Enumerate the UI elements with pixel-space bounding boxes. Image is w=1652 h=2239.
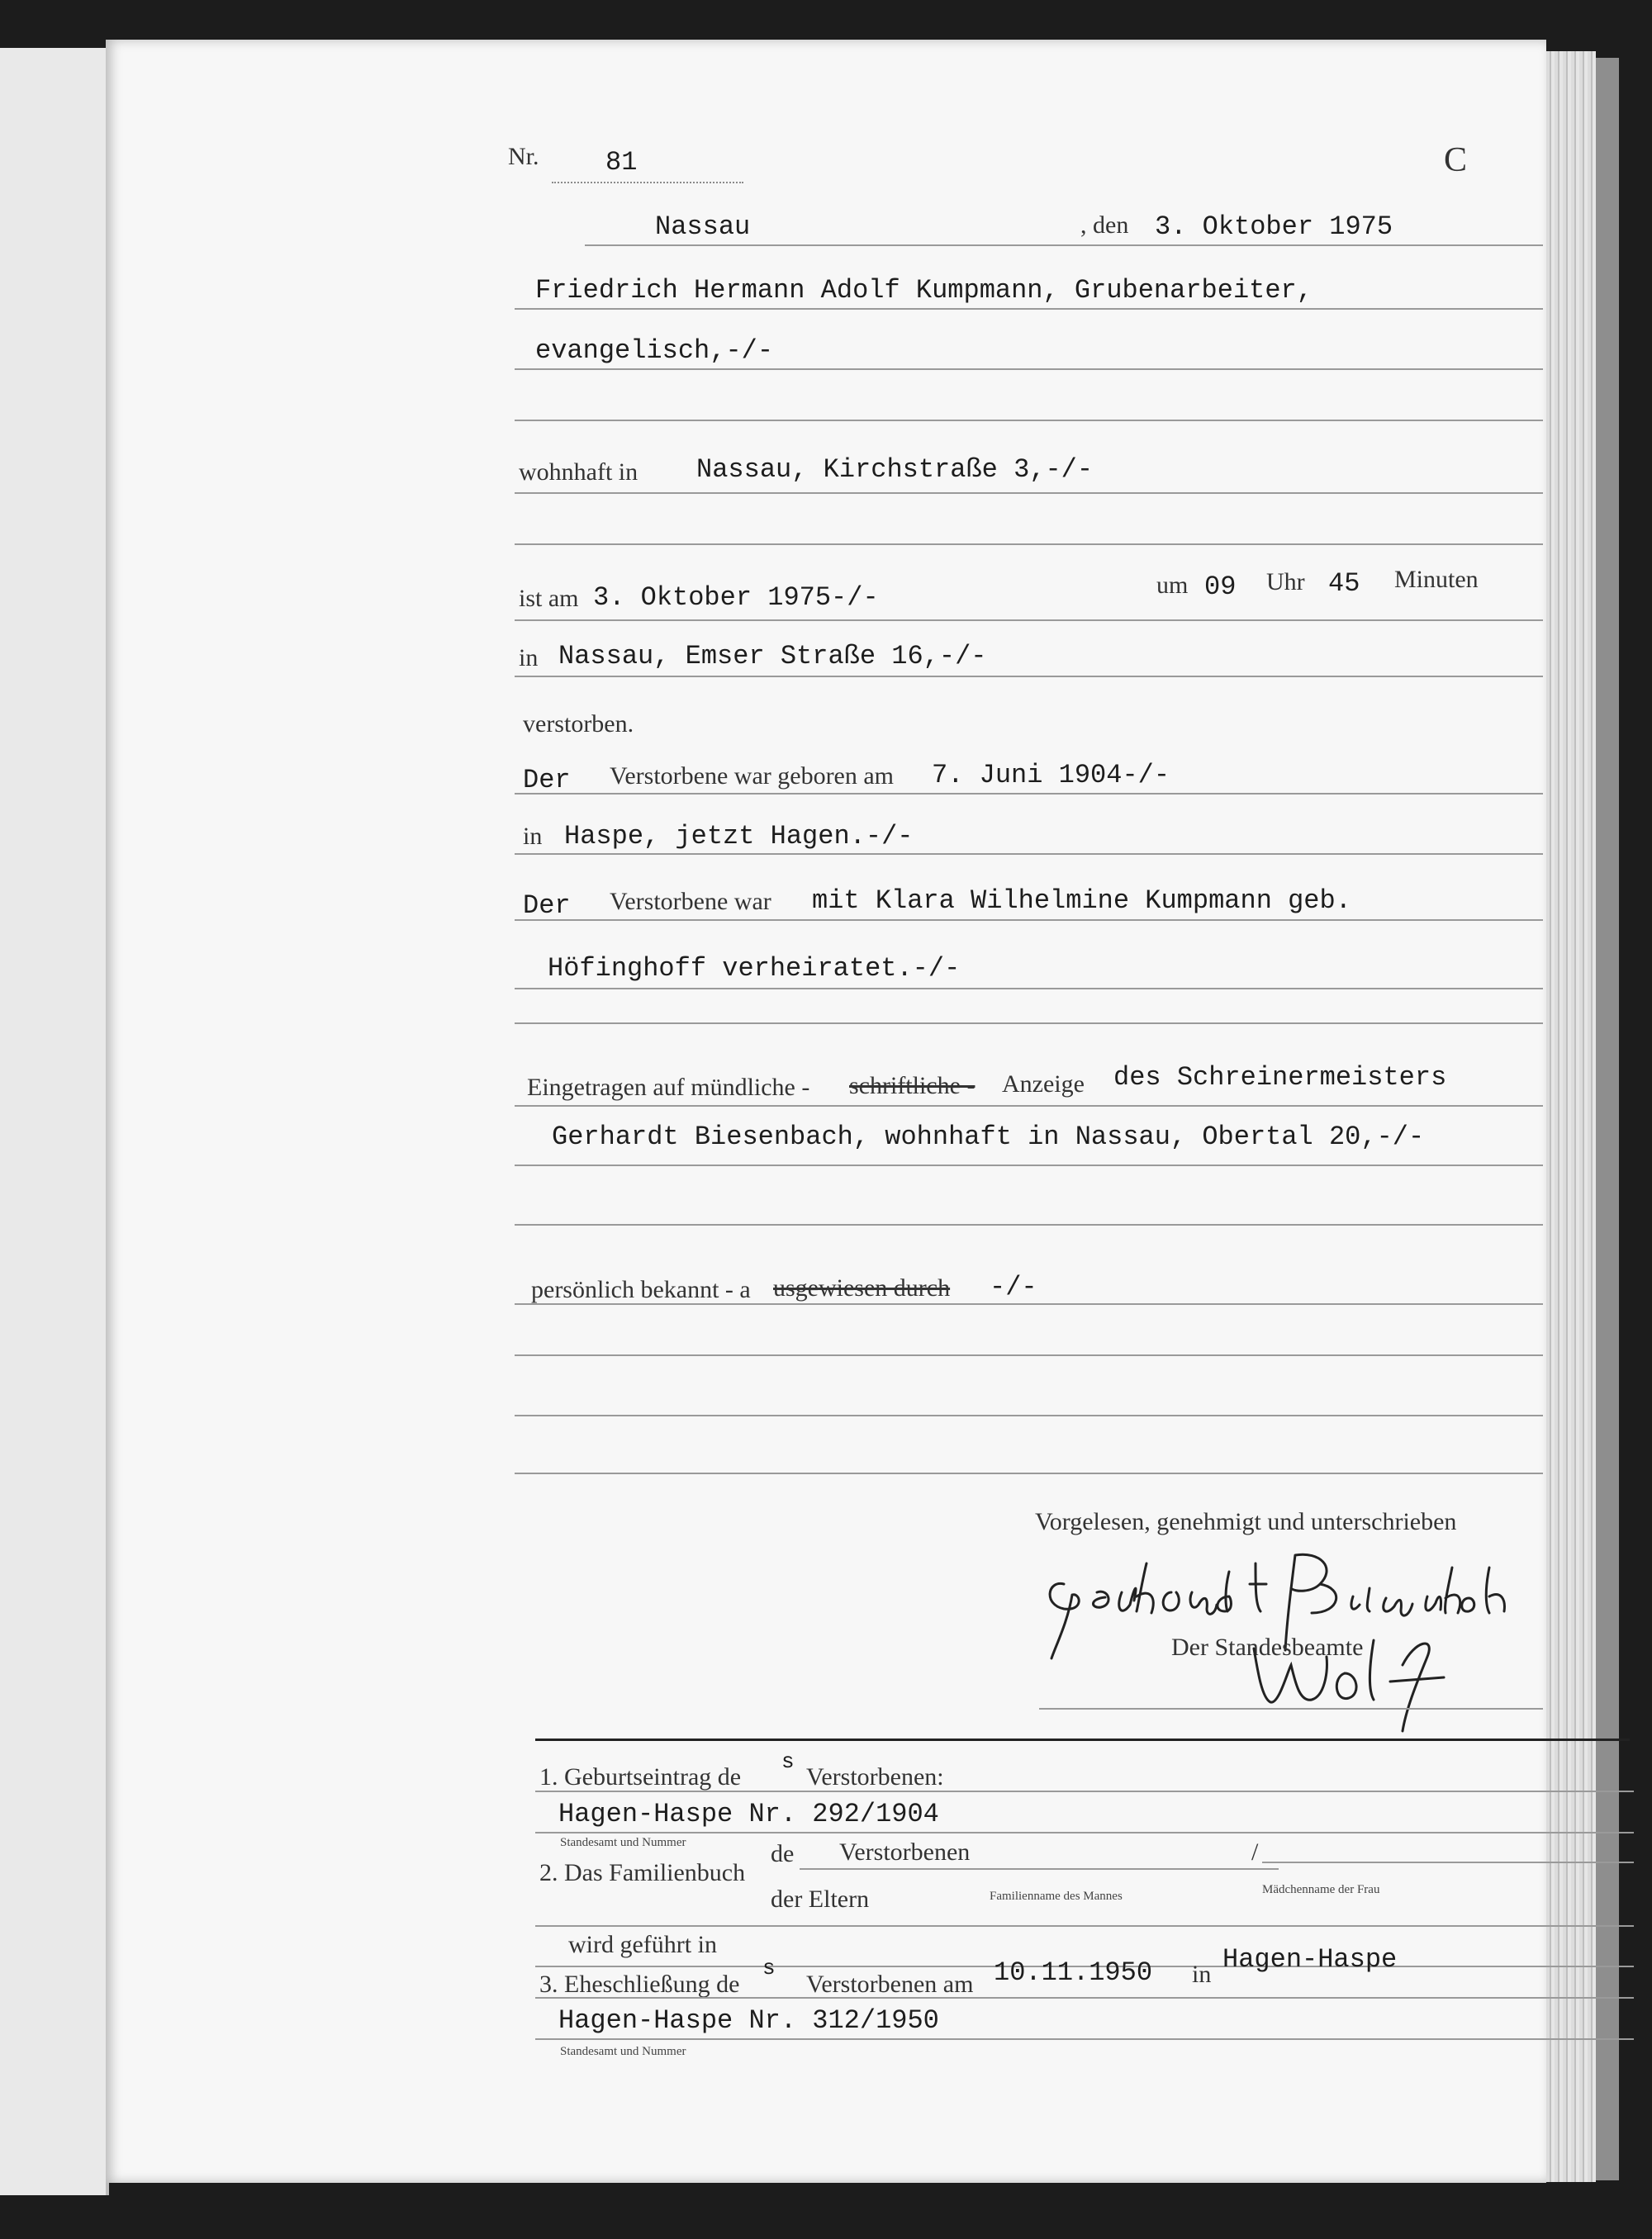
blank-rule-6 bbox=[515, 1415, 1543, 1416]
blank-rule-1 bbox=[515, 420, 1543, 421]
residence-value: Nassau, Kirchstraße 3,-/- bbox=[696, 454, 1094, 485]
minuten-label: Minuten bbox=[1394, 566, 1479, 593]
form-letter: C bbox=[1444, 141, 1468, 179]
place-value: Nassau bbox=[655, 211, 751, 242]
blank-rule-3 bbox=[515, 1022, 1543, 1024]
identity-rule bbox=[515, 1303, 1543, 1305]
note2-label: 2. Das Familienbuch bbox=[539, 1859, 746, 1886]
note2-slash: / bbox=[1251, 1838, 1259, 1866]
birth-label: Verstorbene war geboren am bbox=[610, 762, 895, 790]
blank-rule-5 bbox=[515, 1354, 1543, 1356]
nr-value: 81 bbox=[605, 147, 638, 178]
date-value: 3. Oktober 1975 bbox=[1155, 211, 1393, 242]
note3-sup: s bbox=[762, 1956, 776, 1980]
closing-text: Vorgelesen, genehmigt und unterschrieben bbox=[1035, 1508, 1457, 1535]
death-hour: 09 bbox=[1204, 572, 1237, 602]
left-facing-page bbox=[0, 48, 109, 2195]
death-place-rule bbox=[515, 676, 1543, 677]
marriage-label: Verstorbene war bbox=[610, 888, 771, 915]
note3-date: 10.11.1950 bbox=[994, 1957, 1153, 1988]
note3-standesamt: Standesamt und Nummer bbox=[560, 2045, 686, 2058]
death-in-label: in bbox=[519, 644, 539, 671]
note2-eltern: der Eltern bbox=[771, 1886, 870, 1913]
notes-separator bbox=[535, 1739, 1630, 1741]
death-minute: 45 bbox=[1328, 568, 1360, 599]
note2-rule-a bbox=[800, 1868, 1279, 1870]
marriage-der: Der bbox=[523, 890, 571, 921]
note2-de: de bbox=[771, 1840, 795, 1867]
note3-label: 3. Eheschließung de bbox=[539, 1971, 740, 1998]
report-line1: des Schreinermeisters bbox=[1113, 1062, 1447, 1093]
nr-line bbox=[552, 182, 743, 183]
person-line1-rule bbox=[515, 308, 1543, 310]
birth-date: 7. Juni 1904-/- bbox=[932, 760, 1170, 790]
note3-value: Hagen-Haspe Nr. 312/1950 bbox=[558, 2005, 939, 2036]
birth-place-rule bbox=[515, 853, 1543, 855]
death-date-rule bbox=[515, 619, 1543, 621]
identity-label-struck: usgewiesen durch bbox=[773, 1274, 951, 1302]
um-label: um bbox=[1156, 572, 1189, 599]
marriage-line2: Höfinghoff verheiratet.-/- bbox=[548, 953, 961, 984]
note3-rule-a bbox=[535, 1997, 1634, 1999]
official-signature bbox=[1237, 1624, 1535, 1739]
residence-rule bbox=[515, 492, 1543, 494]
identity-label-a: persönlich bekannt - a bbox=[531, 1276, 751, 1303]
birth-date-rule bbox=[515, 793, 1543, 795]
note3-rule-b bbox=[535, 2038, 1634, 2040]
note1-label: 1. Geburtseintrag de bbox=[539, 1763, 742, 1791]
register-page bbox=[106, 40, 1546, 2183]
verstorben-label: verstorben. bbox=[523, 710, 634, 738]
note2-rule-c bbox=[535, 1925, 1634, 1927]
marriage-line2-rule bbox=[515, 988, 1543, 989]
blank-rule-2 bbox=[515, 543, 1543, 545]
note1-sup: s bbox=[781, 1749, 795, 1774]
official-signature-rule bbox=[1039, 1708, 1543, 1710]
note1-rule-b bbox=[535, 1832, 1634, 1833]
note1-standesamt: Standesamt und Nummer bbox=[560, 1836, 686, 1849]
uhr-label: Uhr bbox=[1266, 568, 1305, 595]
nr-label: Nr. bbox=[508, 143, 539, 170]
blank-rule-4 bbox=[515, 1224, 1543, 1226]
note1-value: Hagen-Haspe Nr. 292/1904 bbox=[558, 1799, 939, 1829]
report-line2: Gerhardt Biesenbach, wohnhaft in Nassau, Obertal 20,-/- bbox=[552, 1122, 1425, 1152]
note2-gefuehrt: wird geführt in bbox=[568, 1931, 717, 1958]
note1-rule-a bbox=[535, 1791, 1634, 1792]
person-line2: evangelisch,-/- bbox=[535, 335, 774, 366]
marriage-line1: mit Klara Wilhelmine Kumpmann geb. bbox=[812, 885, 1351, 916]
identity-value: -/- bbox=[990, 1272, 1037, 1302]
note3-label-b: Verstorbenen am bbox=[806, 1971, 974, 1998]
birth-place: Haspe, jetzt Hagen.-/- bbox=[564, 821, 914, 851]
report-line2-rule bbox=[515, 1165, 1543, 1166]
birth-der: Der bbox=[523, 765, 571, 795]
report-label-a: Eingetragen auf mündliche - bbox=[527, 1074, 810, 1101]
note2-rule-b bbox=[1262, 1862, 1634, 1863]
death-place: Nassau, Emser Straße 16,-/- bbox=[558, 641, 987, 671]
birth-in-label: in bbox=[523, 823, 543, 850]
note1-label-b: Verstorbenen: bbox=[806, 1763, 944, 1791]
note3-in: in bbox=[1192, 1961, 1212, 1988]
death-date: 3. Oktober 1975-/- bbox=[593, 582, 879, 613]
blank-rule-7 bbox=[515, 1473, 1543, 1474]
note2-frau-small: Mädchenname der Frau bbox=[1262, 1883, 1380, 1896]
report-label-b: Anzeige bbox=[1002, 1070, 1085, 1098]
ist-am-label: ist am bbox=[519, 585, 579, 612]
report-label-struck: schriftliche - bbox=[849, 1072, 976, 1099]
note2-mann-small: Familienname des Mannes bbox=[990, 1890, 1123, 1903]
person-line1: Friedrich Hermann Adolf Kumpmann, Grubenarbeiter, bbox=[535, 275, 1313, 306]
marriage-line1-rule bbox=[515, 919, 1543, 921]
note2-value: Verstorbenen bbox=[839, 1838, 971, 1866]
den-label: , den bbox=[1080, 211, 1129, 239]
note3-place: Hagen-Haspe bbox=[1222, 1944, 1398, 1975]
report-line1-rule bbox=[515, 1105, 1543, 1107]
official-label: Der Standesbeamte bbox=[1171, 1634, 1364, 1661]
place-date-line bbox=[585, 244, 1543, 246]
residence-label: wohnhaft in bbox=[519, 458, 638, 486]
person-line2-rule bbox=[515, 368, 1543, 370]
